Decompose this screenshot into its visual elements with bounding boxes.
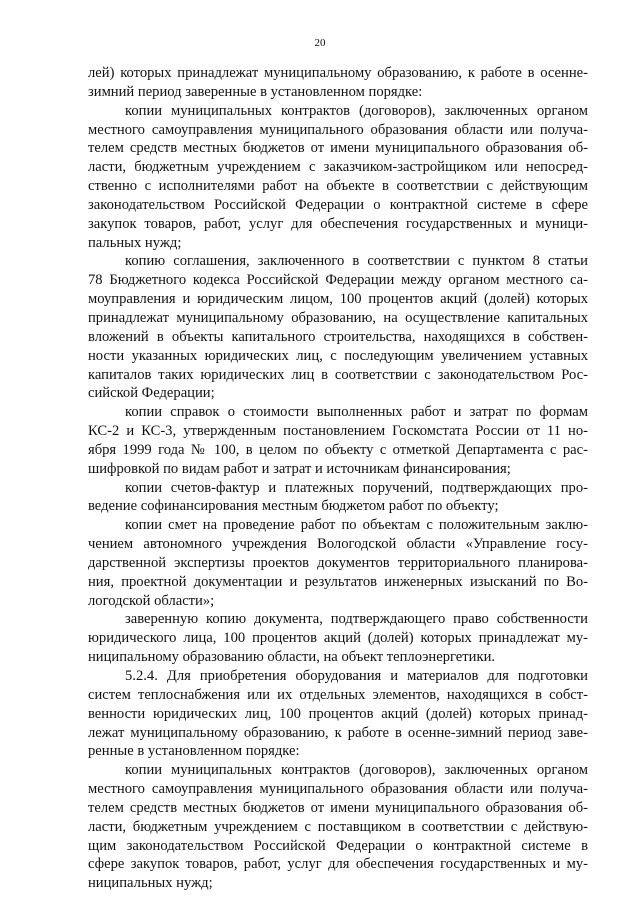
text-line: лей) которых принадлежат муниципальному образованию, к работе в осенне- [88,65,588,81]
text-line: моуправления и юридическим лицом, 100 процентов акций (долей) которых [88,291,588,308]
text-line: телем средств местных бюджетов от имени муниципального образования об- [88,799,588,816]
text-line: телем средств местных бюджетов от имени муниципального образования об- [88,140,588,157]
text-line: сфере закупок товаров, работ, услуг для обеспечения государственных и му- [88,856,588,873]
text-line: ниципальному образованию области, на объект теплоэнергетики. [88,649,496,666]
text-line: ведение софинансирования местным бюджетом работ по объекту; [88,498,499,515]
text-line: ласти, бюджетным учреждением с заказчиком-застройщиком или непосред- [88,159,588,176]
text-line: ниципальных нужд; [88,875,213,892]
text-line: копии справок о стоимости выполненных работ и затрат по формам [125,404,588,421]
text-line: пальных нужд; [88,234,182,251]
text-line: заверенную копию документа, подтверждающего право собственности [125,611,588,628]
text-line: ности указанных юридических лиц, с последующим увеличением уставных [88,347,588,364]
text-line: копии счетов-фактур и платежных поручений, подтверждающих про- [125,479,588,496]
text-line: вложений в объекты капитального строительства, находящихся в собствен- [88,328,588,345]
text-line: ренные в установленном порядке: [88,743,300,760]
text-line: лежат муниципальному образованию, к работе в осенне-зимний период заве- [88,724,588,741]
text-line: законодательством Российской Федерации о контрактной системе в сфере [88,196,588,213]
text-line: логодской области»; [88,592,215,609]
text-line: юридического лица, 100 процентов акций (долей) которых принадлежат му- [88,630,588,647]
text-line: шифровкой по видам работ и затрат и источникам финансирования; [88,460,511,477]
text-line: систем теплоснабжения или их отдельных элементов, находящихся в собст- [88,686,588,703]
text-line: ября 1999 года № 100, в целом по объекту с отметкой Департамента с рас- [88,441,588,458]
text-line: чением автономного учреждения Вологодской области «Управление госу- [88,536,588,553]
text-line: копию соглашения, заключенного в соответствии с пунктом 8 статьи [125,253,588,270]
text-line: местного самоуправления муниципального образования области или получа- [88,121,588,138]
text-line: копии смет на проведение работ по объектам с положительным заклю- [125,517,588,534]
text-line: принадлежат муниципальному образованию, на осуществление капитальных [88,309,588,326]
text-line: копии муниципальных контрактов (договоров), заключенных органом [125,762,588,779]
text-line: 78 Бюджетного кодекса Российской Федерации между органом местного са- [88,272,588,289]
text-line: сийской Федерации; [88,385,215,402]
text-line: местного самоуправления муниципального образования области или получа- [88,781,588,798]
text-line: капиталов таких юридических лиц в соответствии с законодательством Рос- [88,366,588,383]
text-line: зимний период заверенные в установленном порядке: [88,83,423,100]
page-number: 20 [314,37,326,49]
text-line: венности юридических лиц, 100 процентов акций (долей) которых принад- [88,705,588,722]
text-line: 5.2.4. Для приобретения оборудования и материалов для подготовки [125,668,588,684]
text-line: щим законодательством Российской Федерации о контрактной системе в [88,837,588,854]
text-line: копии муниципальных контрактов (договоров), заключенных органом [125,102,588,119]
text-line: КС-2 и КС-3, утвержденным постановлением Госкомстата России от 11 но- [88,423,588,440]
text-line: дарственной экспертизы проектов документов территориального планирова- [88,554,588,571]
body-text [88,64,588,893]
text-line: ласти, бюджетным учреждением с поставщиком в соответствии с действую- [88,818,588,835]
text-line: закупок товаров, работ, услуг для обеспечения государственных и муници- [88,215,588,232]
text-line: ственно с исполнителями работ на объекте в соответствии с действующим [88,178,588,195]
text-line: ния, проектной документации и результатов инженерных изысканий по Во- [88,573,588,590]
